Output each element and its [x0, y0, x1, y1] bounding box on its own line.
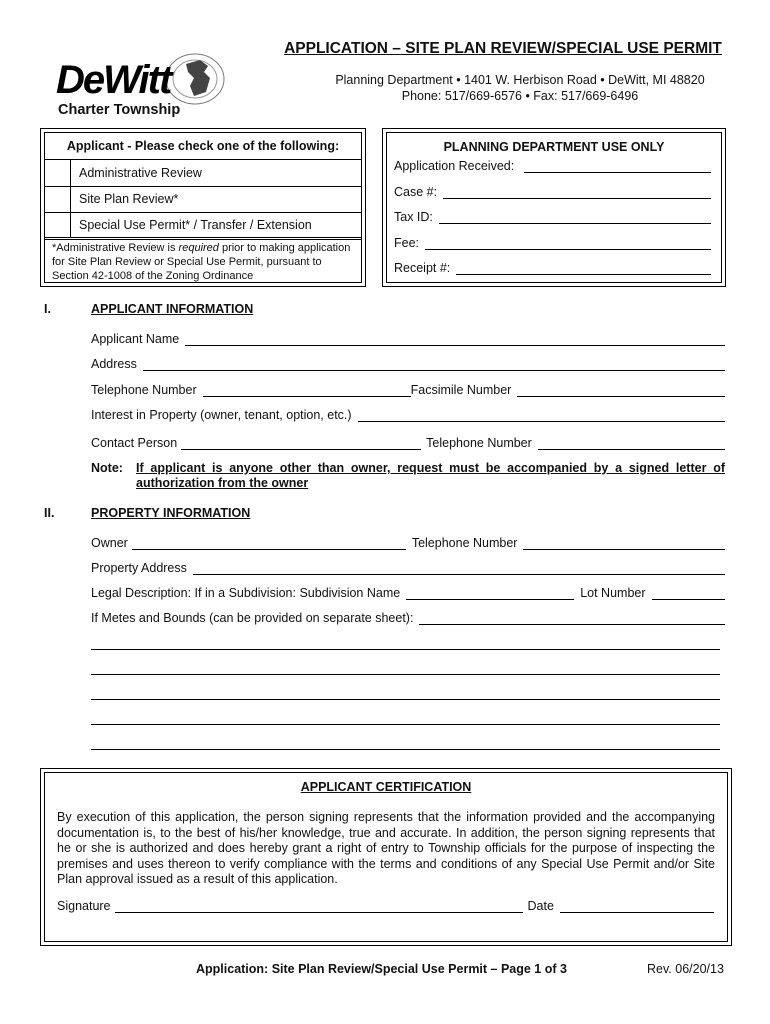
section-heading-applicant: APPLICANT INFORMATION — [91, 302, 254, 316]
department-address — [300, 72, 740, 104]
address-field[interactable]: Address — [91, 357, 725, 371]
logo-name: DeWitt — [56, 58, 171, 102]
section-number: II. — [44, 506, 55, 520]
option-administrative-review[interactable] — [45, 160, 361, 187]
legal-description-field[interactable]: Legal Description: If in a Subdivision: Subdivision Name Lot Number — [91, 586, 725, 600]
facsimile-label: Facsimile Number — [410, 383, 512, 397]
checkbox[interactable] — [45, 160, 71, 186]
revision-date: Rev. 06/20/13 — [647, 962, 724, 976]
fee-field[interactable]: Fee: — [394, 236, 711, 250]
contact-telephone-label: Telephone Number — [426, 436, 532, 450]
page-footer: Application: Site Plan Review/Special Use Permit – Page 1 of 3 — [196, 962, 567, 976]
applicant-name-field[interactable]: Applicant Name — [91, 332, 725, 346]
certification-box — [40, 768, 732, 946]
phone-line: Phone: 517/669-6576 • Fax: 517/669-6496 — [401, 89, 639, 103]
lot-number-label: Lot Number — [580, 586, 646, 600]
michigan-map-icon — [164, 52, 226, 106]
interest-in-property-field[interactable]: Interest in Property (owner, tenant, option, etc.) — [91, 408, 725, 422]
checkbox[interactable] — [45, 212, 71, 238]
option-special-use-permit[interactable] — [45, 212, 361, 240]
address-line: Planning Department • 1401 W. Herbison Road • DeWitt, MI 48820 — [335, 73, 705, 87]
case-number-field[interactable]: Case #: — [394, 185, 711, 199]
option-label: Administrative Review — [79, 166, 202, 180]
signature-date-field[interactable]: Signature Date — [57, 899, 714, 913]
office-use-heading: PLANNING DEPARTMENT USE ONLY — [443, 140, 665, 154]
checkbox[interactable] — [45, 186, 71, 212]
township-logo — [52, 52, 232, 122]
application-type-heading: Applicant - Please check one of the following: — [45, 133, 361, 160]
section-heading-property: PROPERTY INFORMATION — [91, 506, 251, 520]
receipt-number-field[interactable]: Receipt #: — [394, 261, 711, 275]
property-address-field[interactable]: Property Address — [91, 561, 725, 575]
page-title: APPLICATION – SITE PLAN REVIEW/SPECIAL USE PERMIT — [284, 40, 722, 57]
owner-authorization-note: Note: If applicant is anyone other than owner, request must be accompanied by a signed letter of authorization from the owner — [91, 461, 725, 490]
description-line[interactable] — [91, 649, 720, 650]
description-line[interactable] — [91, 674, 720, 675]
certification-text: By execution of this application, the person signing represents that the information provided and the accompanying documentation is, to the best of his/her knowledge, true and accurate. In addition, the person signing represents that he or she is authorized and does hereby grant a right of entry to Township officials for the purpose of inspecting the premises and uses thereon to verify compliance with the terms and conditions of any Special Use Permit and/or Site Plan approval issued as a result of this application. — [57, 810, 715, 886]
option-label: Special Use Permit* / Transfer / Extension — [79, 218, 312, 232]
office-use-box — [382, 128, 726, 287]
certification-heading: APPLICANT CERTIFICATION — [300, 780, 472, 794]
description-line[interactable] — [91, 749, 720, 750]
owner-field[interactable]: Owner Telephone Number — [91, 536, 725, 550]
logo-subtitle: Charter Township — [58, 102, 181, 118]
date-label: Date — [527, 899, 554, 913]
tax-id-field[interactable]: Tax ID: — [394, 210, 711, 224]
telephone-facsimile-field[interactable]: Telephone Number Facsimile Number — [91, 383, 725, 397]
description-line[interactable] — [91, 699, 720, 700]
section-number: I. — [44, 302, 51, 316]
administrative-review-note: *Administrative Review is required prior to making application for Site Plan Review or Special Use Permit, pursuant to Section 42-1008 of the Zoning Ordinance — [52, 242, 351, 282]
description-line[interactable] — [91, 724, 720, 725]
owner-telephone-label: Telephone Number — [411, 536, 518, 550]
application-received-field[interactable]: Application Received: — [394, 159, 711, 173]
option-label: Site Plan Review* — [79, 192, 179, 206]
contact-person-field[interactable]: Contact Person Telephone Number — [91, 436, 725, 450]
option-site-plan-review[interactable] — [45, 186, 361, 213]
metes-and-bounds-field[interactable]: If Metes and Bounds (can be provided on separate sheet): — [91, 611, 725, 625]
application-type-box — [40, 128, 366, 287]
